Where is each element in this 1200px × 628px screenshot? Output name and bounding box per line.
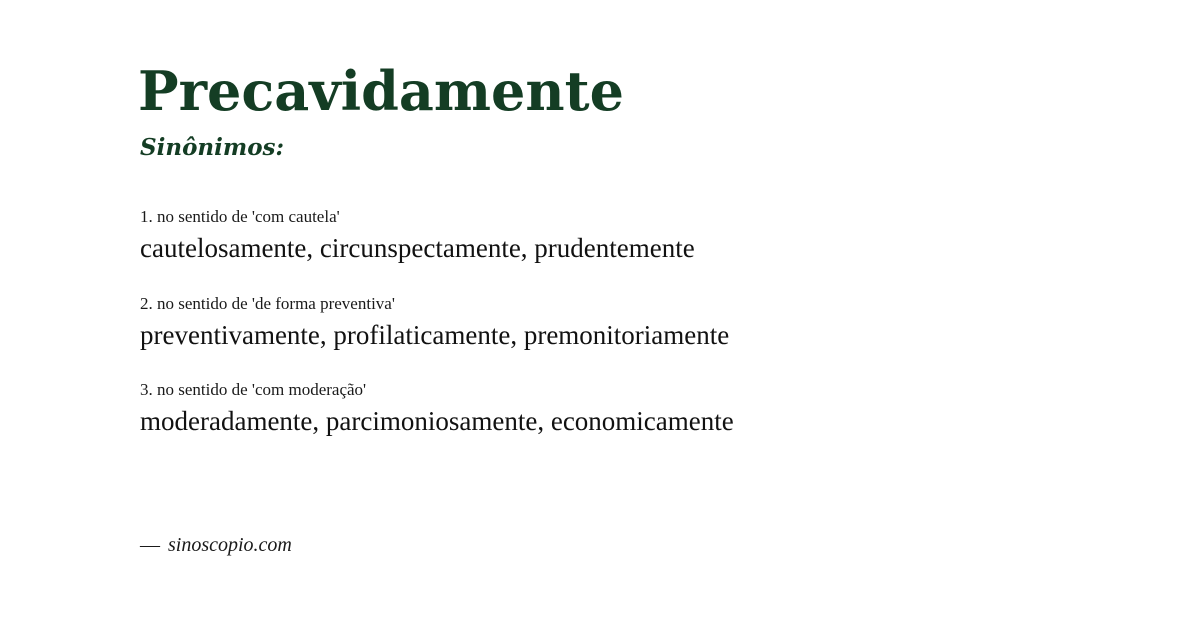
sense-label: 1. no sentido de 'com cautela' [140,207,340,226]
list-item [140,206,1140,267]
list-item [140,293,1140,354]
senses-list [140,206,1140,466]
list-item [140,379,1140,440]
sense-synonyms: moderadamente, parcimoniosamente, economicamente [140,406,734,437]
sense-label: 3. no sentido de 'com moderação' [140,380,367,400]
source-name: sinoscopio.com [168,534,292,556]
em-dash: — [140,534,160,556]
sense-synonyms: preventivamente, profilaticamente, premonitoriamente [140,319,730,350]
sense-synonyms: cautelosamente, circunspectamente, prudentemente [140,233,695,264]
page-title: Precavidamente [138,59,624,123]
sense-label: 2. no sentido de 'de forma preventiva' [140,293,395,313]
synonyms-heading: Sinônimos: [140,134,284,161]
source-attribution [140,534,292,557]
